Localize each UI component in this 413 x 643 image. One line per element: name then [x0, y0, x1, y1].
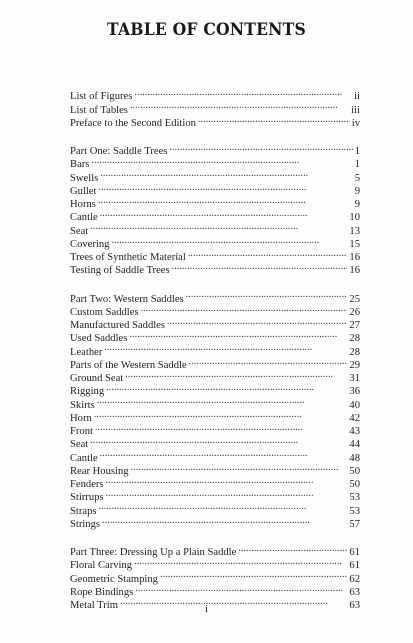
toc-entry-label: Floral Carving — [70, 560, 133, 572]
toc-entry-page-number: 16 — [349, 252, 360, 263]
toc-entry-page-number: 10 — [349, 212, 360, 224]
toc-entry-label: Fenders — [70, 479, 104, 490]
toc-entry-page-number: 63 — [349, 586, 360, 598]
toc-entry-page-number: 53 — [349, 492, 360, 504]
toc-entry — [70, 167, 360, 184]
dot-leader — [167, 315, 347, 328]
toc-entry-label: Stirrups — [70, 492, 104, 504]
toc-entry-label: Front — [70, 426, 93, 437]
toc-entry — [70, 542, 360, 558]
toc-entry-page-number: 61 — [349, 560, 360, 572]
dot-leader — [134, 555, 347, 568]
toc-entry-label: Custom Saddles — [70, 306, 139, 318]
toc-entry-label: Bars — [70, 159, 90, 171]
toc-entry — [70, 181, 360, 197]
dot-leader — [104, 341, 347, 354]
toc-entry-label: Rope Bindings — [70, 586, 134, 598]
dot-leader — [238, 542, 347, 555]
toc-entry-page-number: ii — [354, 91, 360, 103]
toc-entry-label: Manufactured Saddles — [70, 320, 166, 331]
toc-entry-page-number: 43 — [349, 426, 360, 437]
dot-leader — [94, 408, 348, 421]
dot-leader — [134, 86, 352, 99]
toc-entry-page-number: 50 — [349, 479, 360, 490]
toc-entry-page-number: 42 — [349, 412, 360, 424]
toc-entry-label: Trees of Synthetic Material — [70, 252, 186, 263]
toc-entry-page-number: 9 — [354, 199, 360, 210]
toc-entry — [70, 247, 360, 263]
toc-entry-page-number: 27 — [349, 320, 360, 331]
toc-entry-page-number: 15 — [349, 238, 360, 250]
dot-leader — [90, 434, 347, 447]
toc-entry-label: Rear Housing — [70, 465, 129, 477]
toc-entry-label: Seat — [70, 439, 89, 451]
toc-entry — [70, 421, 360, 437]
toc-entry-page-number: 63 — [349, 600, 360, 611]
toc-entry-label: Preface to the Second Edition — [70, 117, 196, 129]
toc-entry-label: Strings — [70, 518, 101, 530]
toc-entry-page-number: 13 — [349, 225, 360, 237]
toc-entry-label: Cantle — [70, 212, 98, 224]
toc-entry — [70, 194, 360, 210]
toc-entry — [70, 355, 360, 371]
dot-leader — [106, 487, 348, 500]
toc-entry-label: Metal Trim — [70, 600, 118, 611]
toc-entry-label: Skirts — [70, 399, 95, 411]
toc-entry-page-number: 57 — [349, 518, 360, 530]
toc-entry-label: Ground Seat — [70, 373, 124, 384]
toc-entry — [70, 220, 360, 237]
page-folio: i — [204, 603, 209, 615]
toc-entry — [70, 394, 360, 411]
toc-entry-label: Used Saddles — [70, 333, 128, 345]
toc-section — [70, 141, 360, 277]
toc-entry-label: Gullet — [70, 185, 97, 197]
toc-entry-page-number: 61 — [349, 547, 360, 558]
toc-entry-page-number: 44 — [349, 439, 360, 451]
dot-leader — [106, 381, 347, 394]
toc-entry-page-number: iv — [351, 117, 360, 129]
dot-leader — [135, 582, 347, 595]
toc-entry-label: Part Three: Dressing Up a Plain Saddle — [70, 547, 237, 558]
toc-entry-page-number: 48 — [349, 452, 360, 464]
dot-leader — [98, 500, 347, 513]
toc-entry — [70, 381, 360, 398]
dot-leader — [189, 355, 348, 368]
toc-entry-label: Horns — [70, 199, 96, 210]
toc-entry — [70, 474, 360, 490]
dot-leader — [97, 394, 348, 407]
dot-leader — [102, 514, 347, 527]
dot-leader — [160, 568, 347, 581]
toc-entry — [70, 514, 360, 530]
toc-entry-label: List of Tables — [70, 104, 128, 116]
toc-entry — [70, 408, 360, 424]
dot-leader — [129, 328, 347, 341]
toc-entry-page-number: 50 — [349, 465, 360, 477]
toc-entry — [70, 288, 360, 305]
dot-leader — [141, 302, 348, 315]
toc-entry-label: Covering — [70, 238, 110, 250]
toc-entry-label: Testing of Saddle Trees — [70, 265, 170, 277]
dot-leader — [98, 194, 353, 207]
dot-leader — [188, 247, 348, 260]
toc-entry-page-number: 36 — [349, 386, 360, 398]
dot-leader — [106, 474, 348, 487]
toc-entry — [70, 154, 360, 171]
dot-leader — [100, 167, 352, 180]
dot-leader — [95, 421, 347, 434]
toc-entry-page-number: 31 — [349, 373, 360, 384]
toc-section — [70, 288, 360, 530]
toc-entry-page-number: 28 — [349, 333, 360, 345]
toc-section — [70, 542, 360, 611]
toc-entry-page-number: iii — [351, 104, 360, 116]
toc-entry-label: Parts of the Western Saddle — [70, 359, 187, 371]
toc-entry-page-number: 1 — [354, 146, 360, 157]
toc-entry — [70, 86, 360, 103]
toc-entry-label: Part One: Saddle Trees — [70, 146, 168, 157]
toc-entry-label: Straps — [70, 505, 97, 517]
toc-entry — [70, 500, 360, 517]
dot-leader — [186, 288, 348, 301]
toc-entry-label: Leather — [70, 346, 103, 358]
toc-entry — [70, 207, 360, 224]
toc-entry-page-number: 16 — [349, 265, 360, 277]
toc-entry-label: Swells — [70, 172, 99, 184]
toc-entry-page-number: 62 — [349, 573, 360, 585]
dot-leader — [90, 220, 347, 233]
toc-entry-label: Part Two: Western Saddles — [70, 293, 184, 305]
toc-entry-label: Geometric Stamping — [70, 573, 158, 585]
toc-entry — [70, 434, 360, 451]
dot-leader — [131, 461, 348, 474]
toc-entry-page-number: 5 — [354, 172, 360, 184]
dot-leader — [172, 260, 348, 273]
toc-entry — [70, 341, 360, 358]
toc-entry-page-number: 40 — [349, 399, 360, 411]
dot-leader — [111, 234, 347, 247]
toc-entry-page-number: 53 — [349, 505, 360, 517]
dot-leader — [125, 368, 347, 381]
toc-entry-page-number: 29 — [349, 359, 360, 371]
dot-leader — [198, 113, 350, 126]
toc-entry — [70, 487, 360, 504]
table-of-contents — [70, 86, 360, 623]
toc-entry-label: List of Figures — [70, 91, 133, 103]
toc-entry — [70, 234, 360, 250]
dot-leader — [98, 181, 352, 194]
toc-entry-label: Horn — [70, 412, 92, 424]
toc-entry-page-number: 26 — [349, 306, 360, 318]
toc-entry — [70, 141, 360, 157]
toc-entry-page-number: 28 — [349, 346, 360, 358]
toc-entry — [70, 461, 360, 477]
toc-entry-page-number: 25 — [349, 293, 360, 305]
dot-leader — [130, 99, 349, 112]
dot-leader — [91, 154, 352, 167]
dot-leader — [100, 207, 348, 220]
page-title: TABLE OF CONTENTS — [107, 20, 306, 40]
toc-section — [70, 86, 360, 129]
toc-entry-label: Rigging — [70, 386, 105, 398]
toc-entry-page-number: 9 — [354, 185, 360, 197]
toc-entry-label: Seat — [70, 225, 89, 237]
toc-entry-label: Cantle — [70, 452, 98, 464]
toc-entry-page-number: 1 — [354, 159, 360, 171]
dot-leader — [169, 141, 352, 154]
toc-entry — [70, 447, 360, 464]
dot-leader — [100, 447, 348, 460]
